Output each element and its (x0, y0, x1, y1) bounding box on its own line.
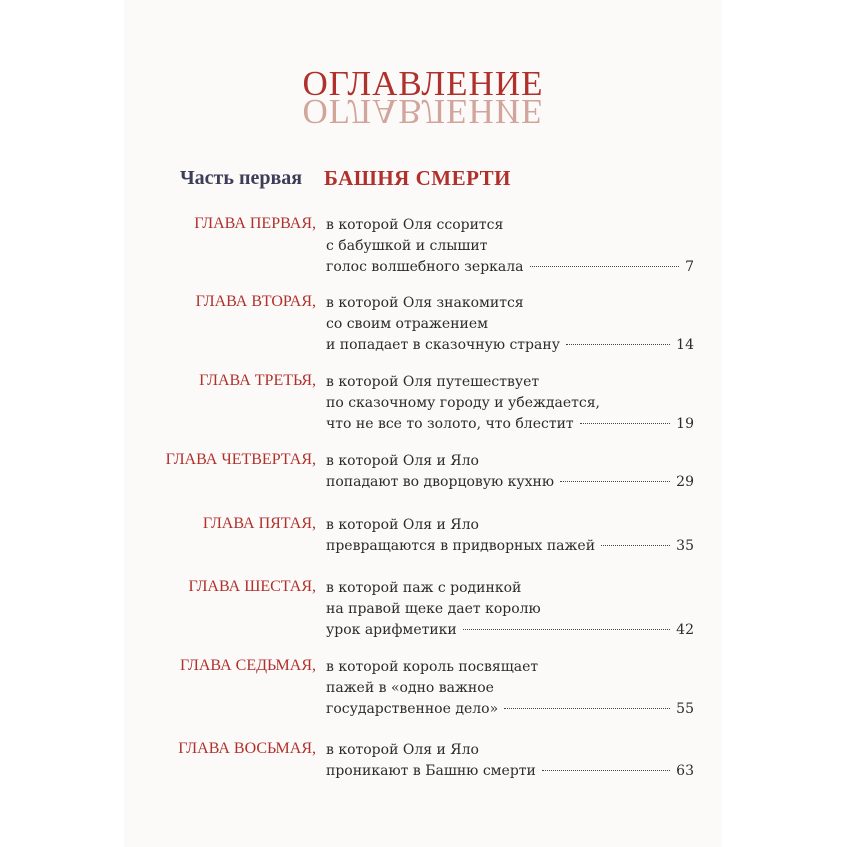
chapter-label: ГЛАВА ШЕСТАЯ, (188, 578, 316, 595)
chapter-line-text: превращаются в придворных пажей (326, 538, 596, 554)
chapter-line: в которой Оля ссорится (326, 217, 504, 233)
dot-leader (542, 770, 670, 771)
dot-leader (504, 708, 670, 709)
part-title: БАШНЯ СМЕРТИ (324, 166, 512, 190)
page-number: 19 (676, 416, 694, 432)
page-number: 42 (676, 622, 694, 638)
chapter-last-line (326, 414, 694, 434)
contents-heading-reflection: ОГЛАВЛЕНИЕ (302, 92, 544, 131)
page-number: 7 (685, 259, 694, 275)
dot-leader (580, 423, 671, 424)
chapter-line-text: голос волшебного зеркала (326, 259, 524, 275)
page-number: 35 (676, 538, 694, 554)
chapter-line-text: что не все то золото, что блестит (326, 416, 574, 432)
chapter-line: на правой щеке дает королю (326, 601, 541, 617)
dot-leader (560, 481, 670, 482)
chapter-label: ГЛАВА ПЯТАЯ, (202, 515, 316, 532)
chapter-line: в которой Оля и Яло (326, 453, 479, 469)
chapter-line: в которой король посвящает (326, 659, 539, 675)
chapter-line-text: государственное дело» (326, 701, 499, 717)
page-number: 14 (676, 337, 694, 353)
chapter-line: с бабушкой и слышит (326, 238, 488, 254)
chapter-line-text: попадают во дворцовую кухню (326, 474, 555, 490)
page-number: 55 (676, 701, 694, 717)
page-number: 29 (676, 474, 694, 490)
chapter-line: со своим отражением (326, 316, 489, 332)
chapter-line: в которой Оля путешествует (326, 374, 540, 390)
chapter-label: ГЛАВА ТРЕТЬЯ, (199, 372, 316, 389)
chapter-label: ГЛАВА ВОСЬМАЯ, (178, 740, 316, 757)
chapter-last-line (326, 257, 694, 277)
chapter-last-line (326, 472, 694, 492)
chapter-last-line (326, 335, 694, 355)
dot-leader (601, 545, 670, 546)
chapter-label: ГЛАВА ПЕРВАЯ, (194, 215, 316, 232)
chapter-label: ГЛАВА СЕДЬМАЯ, (179, 657, 316, 674)
part-label: Часть первая (180, 167, 303, 189)
chapter-line: по сказочному городу и убеждается, (326, 395, 600, 411)
dot-leader (530, 266, 680, 267)
chapter-line: в которой Оля и Яло (326, 742, 479, 758)
dot-leader (566, 344, 670, 345)
dot-leader (463, 629, 670, 630)
chapter-last-line (326, 536, 694, 556)
page-number: 63 (676, 763, 694, 779)
chapter-line: пажей в «одно важное (326, 680, 494, 696)
chapter-line: в которой Оля и Яло (326, 517, 479, 533)
chapter-last-line (326, 620, 694, 640)
contents-heading: ОГЛАВЛЕНИЕ (302, 64, 544, 103)
chapter-line: в которой паж с родинкой (326, 580, 522, 596)
chapter-line-text: и попадает в сказочную страну (326, 337, 560, 353)
chapter-last-line (326, 761, 694, 781)
chapter-label: ГЛАВА ВТОРАЯ, (195, 293, 316, 310)
chapter-line-text: урок арифметики (326, 622, 457, 638)
book-page (124, 0, 722, 847)
chapter-last-line (326, 699, 694, 719)
chapter-line-text: проникают в Башню смерти (326, 763, 536, 779)
chapter-line: в которой Оля знакомится (326, 295, 524, 311)
chapter-label: ГЛАВА ЧЕТВЕРТАЯ, (165, 451, 316, 468)
